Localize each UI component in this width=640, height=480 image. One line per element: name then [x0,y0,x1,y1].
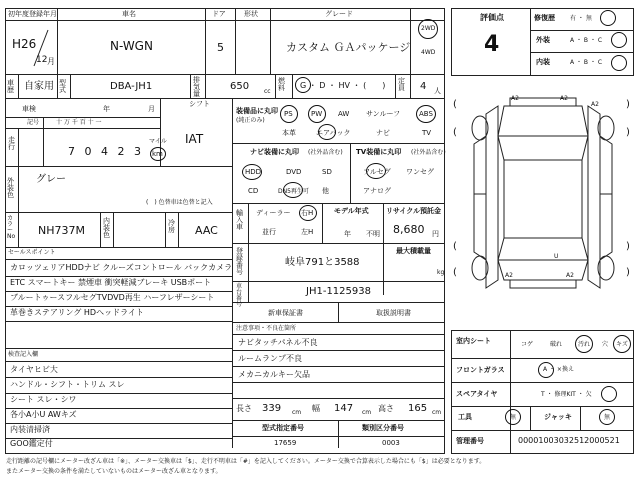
chassis-value: JH1-1125938 [306,286,371,297]
inspection-line-2: ハンドル・シフト・トリム スレ [10,380,125,389]
unit-mile: マイル [149,138,167,145]
inspection-line-5: 内装清掃済 [10,425,50,434]
nav-title: ナビ装備に丸印 [250,148,299,156]
bracket-right-3: ) [626,241,630,252]
exterior-c-circle [611,32,627,48]
bracket-right-1: ) [626,99,630,110]
drive-2wd: 2WD [421,25,436,32]
bracket-left-2: ( [453,127,457,138]
equip-airbag-circle [318,124,336,140]
length-label: 長さ [236,404,252,413]
equip-pw: PW [311,110,323,118]
reg-era: H26 [12,37,37,51]
equip-sunroof: サンルーフ [366,110,401,118]
sales-line-4: 革巻きステアリング HDヘッドライト [10,308,144,317]
doors: 5 [217,41,224,54]
equipment-subtitle: (純正のみ) [236,117,265,124]
height-value: 165 [408,403,428,414]
reg-value: 岐阜791と3588 [285,257,360,268]
max-load-unit: kg [437,269,445,276]
mileage-label: 走行 [8,136,15,151]
nav-dvd: DVD [286,168,302,176]
length-value: 339 [262,403,282,414]
nav-dvd-play: DN5再生可 [278,188,309,195]
length-unit: cm [292,409,302,416]
nav-cd: CD [248,187,259,195]
inspection-month-label: 月 [148,105,155,113]
use-value: 自家用 [24,81,54,92]
footer-line-2: またメーター交換の条件を満たしていないものはメーター改ざん車となります。 [6,468,222,475]
reg-slash [30,28,50,68]
inspection-line-1: タイヤヒビ大 [10,365,58,374]
import-parallel: 並行 [262,228,276,236]
car-name: N-WGN [110,39,153,53]
tools-value: 無 [510,414,517,421]
note-3: メカニカルキー欠品 [238,370,310,379]
displacement-unit: cc [264,88,271,95]
repair-label: 修復歴 [534,14,555,22]
recycle-value: 8,680 [393,223,425,236]
car-diagram [448,84,638,314]
record-label: 記号 [27,119,40,126]
ac-value: AAC [195,224,218,237]
bracket-left-4: ( [453,267,457,278]
recycle-unit: 円 [432,230,439,238]
equipment-title: 装備品に丸印 [236,107,278,115]
equip-ps: PS [284,110,293,118]
seat-scratch: キズ [616,341,628,348]
height-unit: cm [432,409,442,416]
new-car-label: 新車保証書 [268,309,303,317]
type-no-value: 17659 [274,439,297,447]
bracket-left-1: ( [453,99,457,110]
interior-label: 内装色 [103,217,110,239]
digits-label: 十 万 千 百 十 一 [56,119,102,126]
glass-items: A ・ ×換え [543,366,574,373]
mark-a2-front-left: A2 [511,95,519,102]
steer-right: 右H [301,209,314,217]
displacement-value: 650 [230,81,250,92]
bracket-right-2: ) [626,127,630,138]
first-reg-label: 初年度登録年月 [8,10,57,18]
notes-title: 注意事項・不良在箇所 [236,325,297,332]
color-no-label: カラーNo [7,215,16,240]
nav-sub: (社外品含む) [308,149,343,156]
equip-leather: 本革 [282,129,296,137]
color-label: 外装色 [7,177,14,199]
import-dealer: ディーラー [256,209,291,217]
class-no-label: 類別区分番号 [362,424,404,432]
mark-u-rear: U [554,253,559,260]
spare-items: T ・ 修理KIT ・ 欠 [541,391,592,398]
nav-hdd: HDD [245,168,262,176]
door-label: ドア [212,10,226,18]
spare-label: スペアタイヤ [456,390,498,398]
color-note: ( ) 色替車は色替と記入 [146,199,213,206]
equip-navi: ナビ [376,129,390,137]
note-1: ナビタッチパネル不良 [238,338,318,347]
capacity-value: 4 [420,81,427,92]
exterior-grade-label: 外装 [536,36,550,44]
nav-sd: SD [322,168,332,176]
equip-aw: AW [338,110,350,118]
color-value: グレー [36,174,66,185]
equip-abs: ABS [419,110,433,118]
model-year-label: モデル年式 [334,207,369,215]
mark-a2-rear-right: A2 [566,272,574,279]
sales-line-3: ブルートゥースフルセグTVDVD再生 ハーフレザーシート [10,293,215,302]
note-2: ルームランプ不良 [238,354,302,363]
score-value: 4 [484,32,500,57]
inspection-line-3: シート スレ・シワ [10,395,77,404]
height-label: 高さ [378,404,394,413]
sales-point-title: セールスポイント [8,249,56,256]
inspection-title: 検査記入欄 [8,351,39,358]
car-name-label: 車名 [122,10,136,18]
shape-label: 形状 [244,10,258,18]
score-label: 評価点 [480,13,504,22]
manual-label: 取扱説明書 [376,309,411,317]
width-label: 幅 [312,404,320,413]
seat-label: 室内シート [456,337,491,345]
ac-label: 冷房 [168,219,175,234]
mark-a2-front-right: A2 [560,95,568,102]
grade-label: グレード [325,10,353,18]
mgmt-label: 管理番号 [456,437,484,445]
seat-dirt: 汚れ [578,341,591,348]
tv-title: TV装備に丸印 [356,148,402,156]
tv-analog: アナログ [363,187,391,195]
inspection-year-label: 年 [103,105,110,113]
model-label: 型式 [59,79,66,94]
exterior-grade-options: A ・ B ・ C [570,37,603,44]
class-no-value: 0003 [382,439,400,447]
model-year-unit: 年 [344,230,351,238]
width-unit: cm [362,409,372,416]
repair-none-circle [600,10,616,26]
seat-koge: コゲ [521,341,534,348]
chassis-label: 車台番号 [236,283,243,308]
interior-grade-label: 内装 [536,58,550,66]
reg-label: 登録番号 [236,247,243,276]
tv-fullseg: フルセグ [363,168,391,176]
mgmt-value: 0000100303251200052​1 [518,436,620,445]
seat-yabure: 破れ [550,341,563,348]
tv-oneseg: ワンセグ [406,168,434,176]
repair-options: 有 ・ 無 [570,15,592,22]
inspection-label: 車検 [22,105,36,113]
sales-line-1: カロッツェリアHDDナビ クルーズコントロール バックカメラ [10,263,233,272]
capacity-unit: 人 [434,87,441,95]
jack-value: 無 [604,414,611,421]
inspection-line-4: 各小A小U AWキズ [10,410,77,419]
fuel-label: 燃料 [278,77,285,92]
use-label: 車歴 [7,79,14,94]
sales-line-2: ETC スマートキー 禁煙車 衝突軽減ブレーキ USBポート [10,278,212,287]
glass-label: フロントガラス [456,366,505,374]
max-load-label: 最大積載量 [396,247,431,255]
jack-label: ジャッキ [544,413,572,421]
drive-4wd: 4WD [421,49,436,56]
bracket-left-3: ( [453,241,457,252]
equip-tv: TV [422,129,432,137]
mark-a2-rear-left: A2 [505,272,513,279]
model-year-unknown: 不明 [366,230,380,238]
seat-hole: 穴 [602,341,609,348]
steer-left: 左H [301,228,314,236]
equip-airbag: エアバック [316,129,351,137]
inspection-line-6: GOO鑑定付 [10,439,53,448]
reg-month: 12 [36,55,48,65]
width-value: 147 [334,403,354,414]
shift-value: IAT [185,132,204,146]
tv-sub: (社外品含む) [411,149,446,156]
tools-label: 工具 [458,413,472,421]
reg-month-unit: 月 [47,57,55,66]
fuel-options: G ・ D ・ HV ・ ( ) [300,81,386,90]
spare-none-circle [601,386,617,402]
unit-km: km [152,150,163,158]
interior-c-circle [611,55,627,71]
shift-label: シフト [189,100,210,108]
color-no: NH737M [38,224,85,237]
footer-line-1: 走行距離の記号欄にメーター改ざん車は「※」、メーター交換車は「$」、走行不明車は「#」を記入してください。メーター交換で合算表示した場合にも「$」は必要となります。 [6,458,486,465]
displacement-label: 排気量 [193,76,200,98]
bracket-right-4: ) [626,267,630,278]
grade: カスタム ＧＡパッケージ [286,41,411,54]
capacity-label: 定員 [398,77,405,92]
mileage-digits: 7 0 4 2 3 [68,145,144,158]
nav-other: 他 [322,187,329,195]
import-label: 輸入車 [236,209,243,231]
interior-grade-options: A ・ B ・ C [570,59,603,66]
model-value: DBA-JH1 [110,81,153,92]
type-no-label: 型式指定番号 [262,424,304,432]
mark-a2-right: A2 [591,101,599,108]
recycle-label: リサイクル預託金 [386,207,442,215]
